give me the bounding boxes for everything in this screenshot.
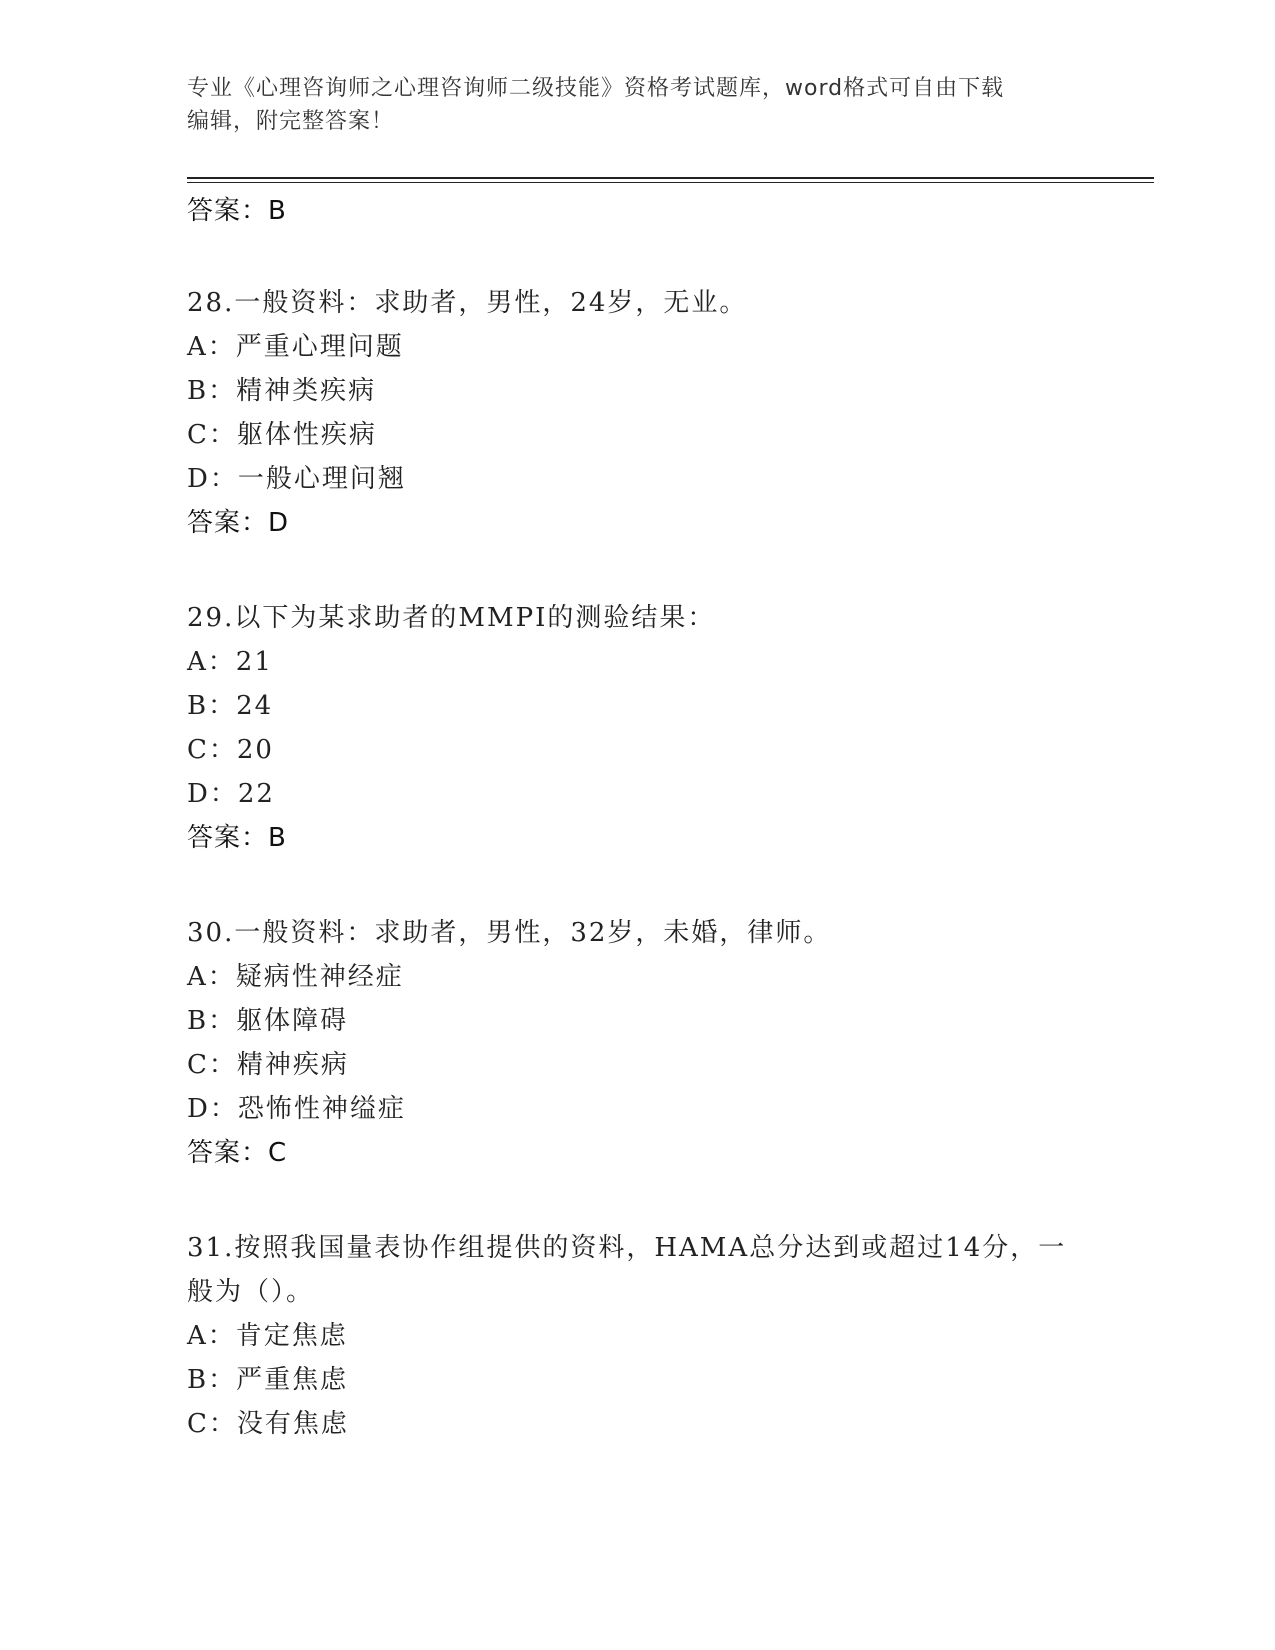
question-31-stem-line-1: 31.按照我国量表协作组提供的资料，HAMA总分达到或超过14分，一 xyxy=(187,1233,1067,1263)
answer-previous: 答案：B xyxy=(187,196,287,226)
question-28-option-a: A：严重心理问题 xyxy=(187,332,404,362)
question-30-option-c: C：精神疾病 xyxy=(187,1050,349,1080)
question-30-answer: 答案：C xyxy=(187,1138,288,1168)
question-29-option-d: D：22 xyxy=(187,779,275,809)
question-31-stem-line-2: 般为（）。 xyxy=(187,1277,315,1307)
header-divider-thin xyxy=(187,182,1154,183)
document-header xyxy=(187,72,1087,138)
question-29-option-b: B：24 xyxy=(187,691,274,721)
question-28-answer: 答案：D xyxy=(187,508,290,538)
question-31-option-a: A：肯定焦虑 xyxy=(187,1321,348,1351)
question-31-option-b: B：严重焦虑 xyxy=(187,1365,349,1395)
question-29-option-c: C：20 xyxy=(187,735,274,765)
question-30-option-a: A：疑病性神经症 xyxy=(187,962,404,992)
question-30-option-d: D：恐怖性神缢症 xyxy=(187,1094,406,1124)
question-28-option-d: D：一般心理问翘 xyxy=(187,464,406,494)
question-30-stem: 30.一般资料：求助者，男性，32岁，未婚，律师。 xyxy=(187,918,832,948)
question-29-option-a: A：21 xyxy=(187,647,273,677)
header-line-2: 编辑，附完整答案！ xyxy=(187,109,395,134)
question-28-option-b: B：精神类疾病 xyxy=(187,376,377,406)
question-29-answer: 答案：B xyxy=(187,823,287,853)
header-line-1: 专业《心理咨询师之心理咨询师二级技能》资格考试题库，word格式可自由下载 xyxy=(187,76,1005,101)
question-28-stem: 28.一般资料：求助者，男性，24岁，无业。 xyxy=(187,288,748,318)
header-divider-thick xyxy=(187,177,1154,179)
question-28-option-c: C：躯体性疾病 xyxy=(187,420,377,450)
question-30-option-b: B：躯体障碍 xyxy=(187,1006,349,1036)
question-29-stem: 29.以下为某求助者的MMPI的测验结果： xyxy=(187,603,716,633)
question-31-option-c: C：没有焦虑 xyxy=(187,1409,349,1439)
